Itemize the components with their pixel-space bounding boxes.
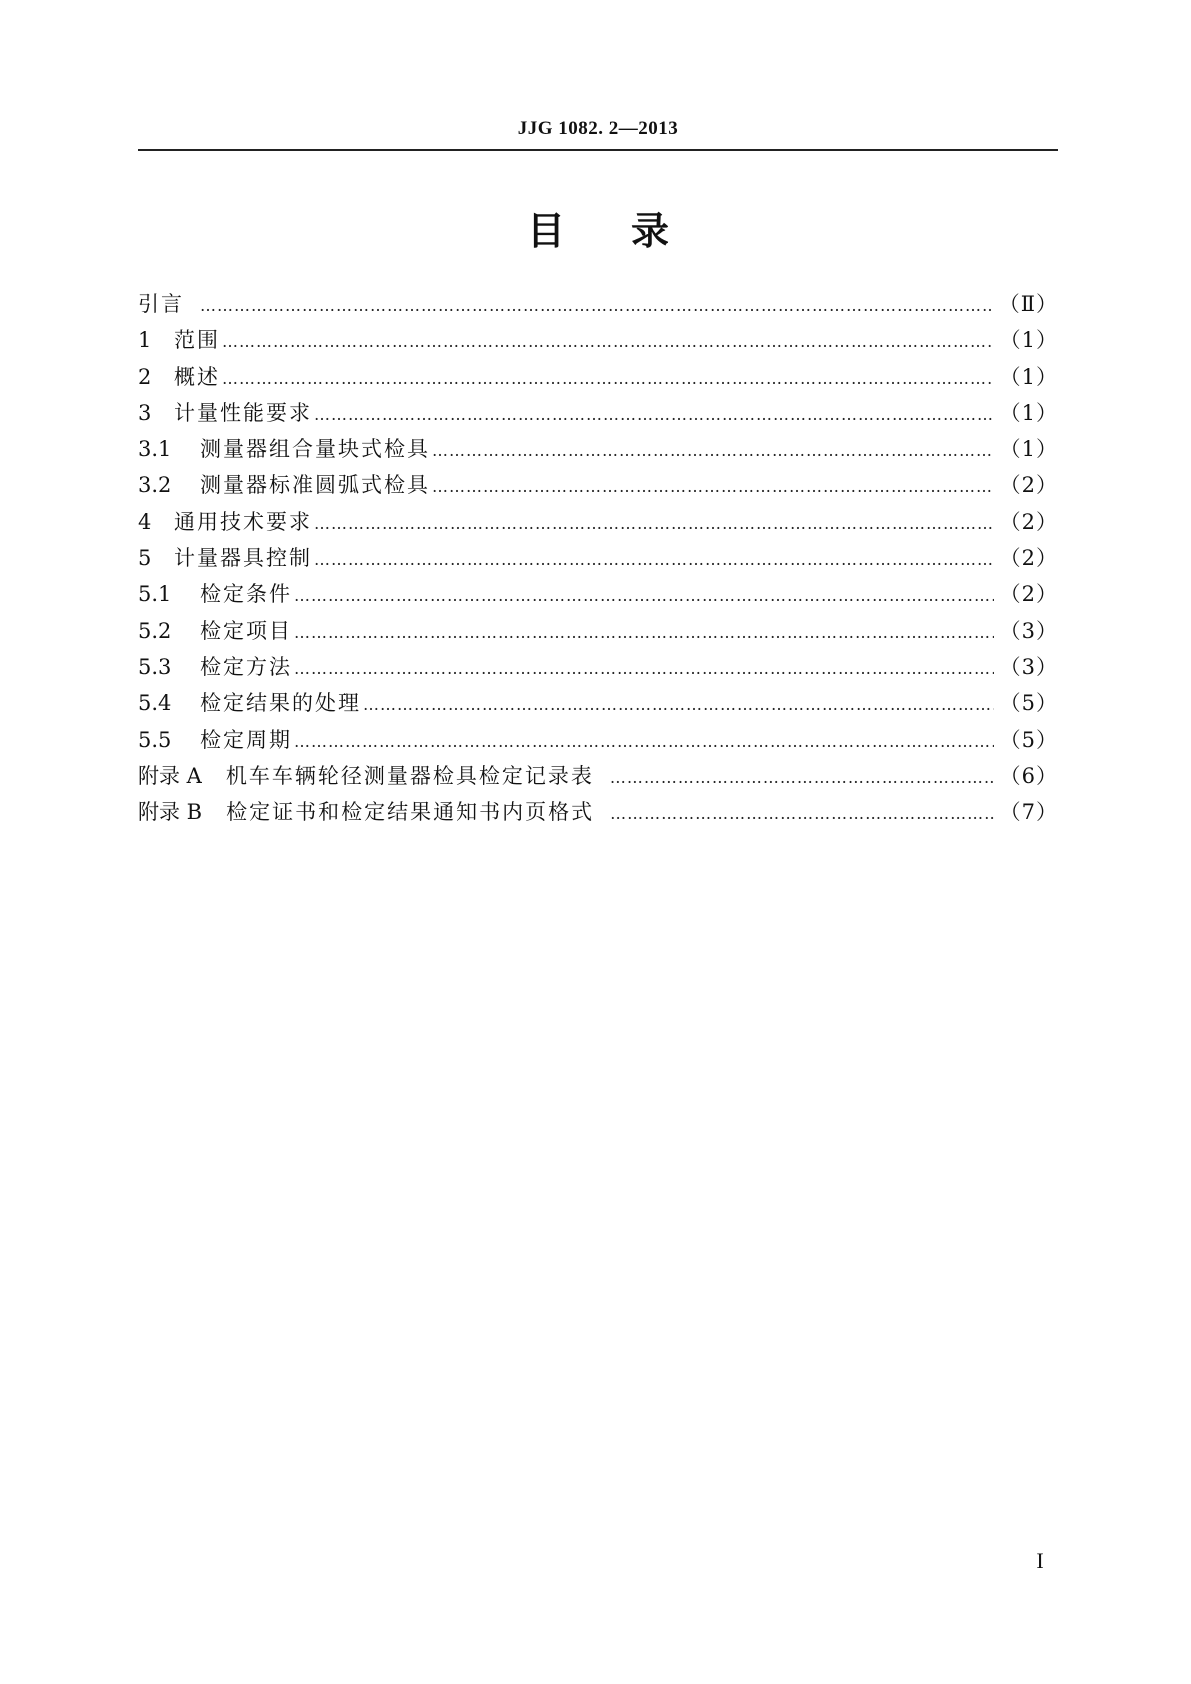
toc-entry-5[interactable] [138,542,1058,578]
toc-entry-page: （3） [999,654,1058,679]
toc-entry-label: 测量器组合量块式检具 [200,437,430,462]
toc-leader-dots [294,732,994,751]
toc-leader-dots [314,550,994,569]
toc-entry-3-1[interactable] [138,433,1058,469]
toc-entry-page: （2） [999,546,1058,571]
toc-entry-page: （1） [999,400,1058,425]
toc-title: 目录 [526,209,735,253]
table-of-contents [138,288,1058,832]
toc-entry-5-2[interactable] [138,615,1058,651]
toc-entry-page: （1） [999,364,1058,389]
toc-entry-5-3[interactable] [138,651,1058,687]
page-number: I [1036,1548,1044,1573]
toc-entry-page: （5） [999,691,1058,716]
toc-entry-page: （1） [999,328,1058,353]
toc-entry-label: 检定结果的处理 [200,691,361,716]
toc-leader-dots [610,804,994,823]
toc-entry-page: （2） [999,582,1058,607]
toc-entry-label: 通用技术要求 [174,509,312,534]
toc-entry-label: 计量器具控制 [174,546,312,571]
toc-entry-page: （3） [999,618,1058,643]
toc-entry-1[interactable] [138,324,1058,360]
toc-entry-5-4[interactable] [138,687,1058,723]
toc-entry-number: 5.2 [138,618,172,643]
toc-leader-dots [432,441,994,460]
toc-entry-label: 测量器标准圆弧式检具 [200,473,430,498]
toc-entry-number: 5.5 [138,727,172,752]
toc-leader-dots [200,296,993,315]
toc-entry-page: （2） [999,509,1058,534]
toc-entry-label: 范围 [174,328,220,353]
toc-entry-label: 机车车辆轮径测量器检具检定记录表 [225,763,594,788]
toc-entry-number: 附录 A [138,763,202,788]
toc-leader-dots [314,514,994,533]
document-code-header: JJG 1082. 2—2013 [517,118,679,139]
toc-entry-5-1[interactable] [138,578,1058,614]
toc-entry-number: 2 [138,364,152,389]
toc-leader-dots [432,477,994,496]
toc-entry-appendix-b[interactable] [138,796,1058,832]
header-rule [138,149,1058,151]
toc-entry-number: 附录 B [138,800,203,825]
toc-entry-3-2[interactable] [138,469,1058,505]
toc-entry-page: （2） [999,473,1058,498]
toc-entry-number: 3.1 [138,437,172,462]
toc-entry-page: （6） [999,763,1058,788]
toc-entry-appendix-a[interactable] [138,760,1058,796]
toc-entry-3[interactable] [138,397,1058,433]
toc-entry-number: 3 [138,400,152,425]
toc-entry-label: 检定周期 [200,727,292,752]
toc-entry-introduction[interactable] [138,288,1058,324]
toc-entry-label: 引言 [138,292,184,316]
toc-entry-label: 检定证书和检定结果通知书内页格式 [226,800,595,825]
toc-entry-number: 1 [138,328,152,353]
toc-entry-number: 5.4 [138,691,172,716]
toc-leader-dots [294,623,994,642]
toc-leader-dots [294,659,994,678]
toc-entry-page: （7） [999,800,1058,825]
toc-entry-2[interactable] [138,361,1058,397]
toc-leader-dots [610,768,994,787]
toc-entry-label: 检定方法 [200,654,292,679]
toc-entry-label: 检定条件 [200,582,292,607]
toc-entry-number: 4 [138,509,152,534]
toc-leader-dots [294,586,994,605]
toc-entry-label: 检定项目 [200,618,292,643]
toc-entry-4[interactable] [138,506,1058,542]
toc-leader-dots [314,405,994,424]
toc-entry-label: 概述 [174,364,220,389]
toc-entry-page: （5） [999,727,1058,752]
toc-entry-page: （1） [999,437,1058,462]
toc-entry-number: 5.3 [138,654,172,679]
toc-entry-number: 3.2 [138,473,172,498]
toc-entry-5-5[interactable] [138,724,1058,760]
toc-leader-dots [363,695,994,714]
toc-entry-number: 5 [138,546,152,571]
toc-entry-page: （Ⅱ） [998,292,1058,316]
toc-entry-label: 计量性能要求 [174,400,312,425]
toc-leader-dots [222,369,994,388]
toc-entry-number: 5.1 [138,582,172,607]
toc-leader-dots [222,332,994,351]
